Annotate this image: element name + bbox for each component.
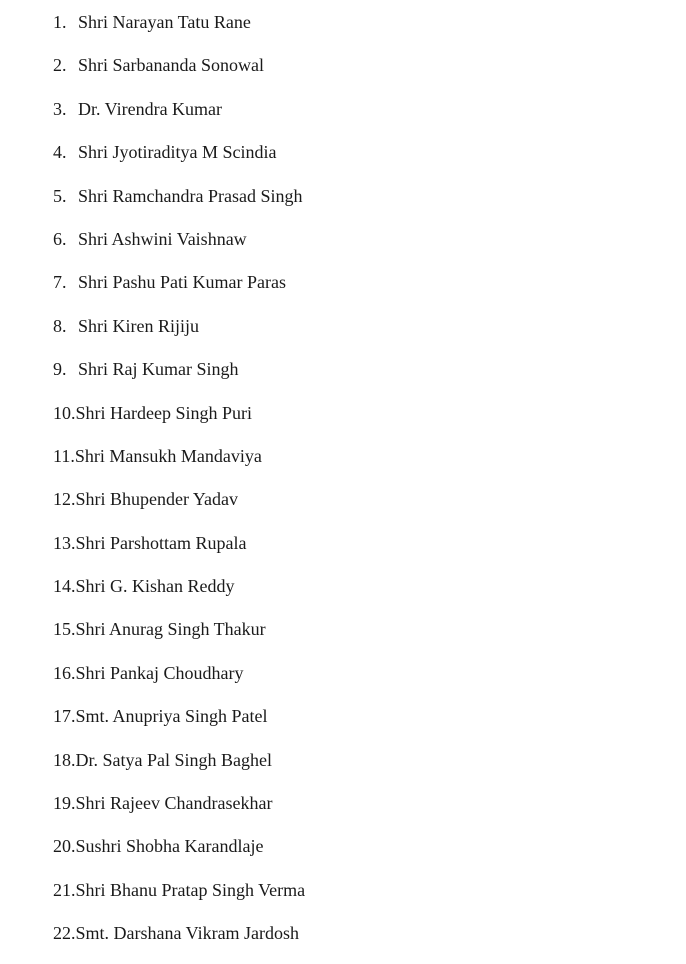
item-number: 3.: [53, 98, 67, 119]
list-item: [53, 747, 305, 790]
item-name: Shri Mansukh Mandaviya: [74, 445, 262, 466]
item-name: Shri Hardeep Singh Puri: [75, 402, 252, 423]
item-number: 5.: [53, 185, 67, 206]
item-name: Shri Anurag Singh Thakur: [75, 619, 266, 640]
item-number: 19.: [53, 793, 76, 814]
item-number: 8.: [53, 315, 67, 336]
item-name: Shri G. Kishan Reddy: [75, 576, 235, 597]
item-name: Shri Kiren Rijiju: [78, 315, 199, 336]
item-number: 4.: [53, 142, 67, 163]
list-item: [53, 486, 305, 529]
item-number: 21.: [53, 879, 76, 900]
item-name: Shri Ashwini Vaishnaw: [78, 228, 247, 249]
item-number: 2.: [53, 55, 67, 76]
item-name: Shri Sarbananda Sonowal: [78, 55, 264, 76]
item-number: 14.: [53, 576, 76, 597]
item-number: 18.: [53, 749, 76, 770]
list-item: [53, 269, 305, 312]
list-item: [53, 96, 305, 139]
list-item: [53, 443, 305, 486]
list-item: [53, 573, 305, 616]
list-item: [53, 920, 305, 963]
item-name: Smt. Anupriya Singh Patel: [75, 706, 268, 727]
item-number: 6.: [53, 228, 67, 249]
list-item: [53, 790, 305, 833]
list-item: [53, 356, 305, 399]
item-number: 9.: [53, 359, 67, 380]
item-number: 22.: [53, 923, 76, 944]
item-number: 7.: [53, 272, 67, 293]
item-name: Shri Rajeev Chandrasekhar: [75, 793, 273, 814]
item-name: Shri Jyotiraditya M Scindia: [78, 142, 277, 163]
list-item: [53, 616, 305, 659]
item-number: 10.: [53, 402, 76, 423]
list-item: [53, 530, 305, 573]
item-number: 11.: [53, 445, 75, 466]
item-number: 1.: [53, 12, 67, 32]
item-name: Shri Pankaj Choudhary: [75, 662, 244, 683]
list-item: [53, 52, 305, 95]
item-number: 20.: [53, 836, 76, 857]
list-item: [53, 226, 305, 269]
item-number: 13.: [53, 532, 76, 553]
list-item: [53, 660, 305, 703]
list-item: [53, 877, 305, 920]
item-name: Sushri Shobha Karandlaje: [75, 836, 264, 857]
list-item: [53, 703, 305, 746]
item-number: 17.: [53, 706, 76, 727]
item-name: Shri Bhupender Yadav: [75, 489, 238, 510]
list-item: [53, 183, 305, 226]
list-item: [53, 400, 305, 443]
list-item: [53, 313, 305, 356]
list-item: [53, 139, 305, 182]
item-name: Shri Ramchandra Prasad Singh: [78, 185, 303, 206]
item-name: Dr. Satya Pal Singh Baghel: [75, 749, 272, 770]
item-name: Shri Narayan Tatu Rane: [78, 12, 251, 32]
item-name: Shri Pashu Pati Kumar Paras: [78, 272, 286, 293]
item-name: Smt. Darshana Vikram Jardosh: [75, 923, 300, 944]
item-number: 15.: [53, 619, 76, 640]
item-number: 12.: [53, 489, 76, 510]
item-name: Shri Parshottam Rupala: [75, 532, 247, 553]
item-number: 16.: [53, 662, 76, 683]
item-name: Shri Bhanu Pratap Singh Verma: [75, 879, 306, 900]
list-item: [53, 9, 305, 52]
list-item: [53, 833, 305, 876]
item-name: Shri Raj Kumar Singh: [78, 359, 239, 380]
minister-list: [53, 9, 305, 964]
item-name: Dr. Virendra Kumar: [78, 98, 223, 119]
